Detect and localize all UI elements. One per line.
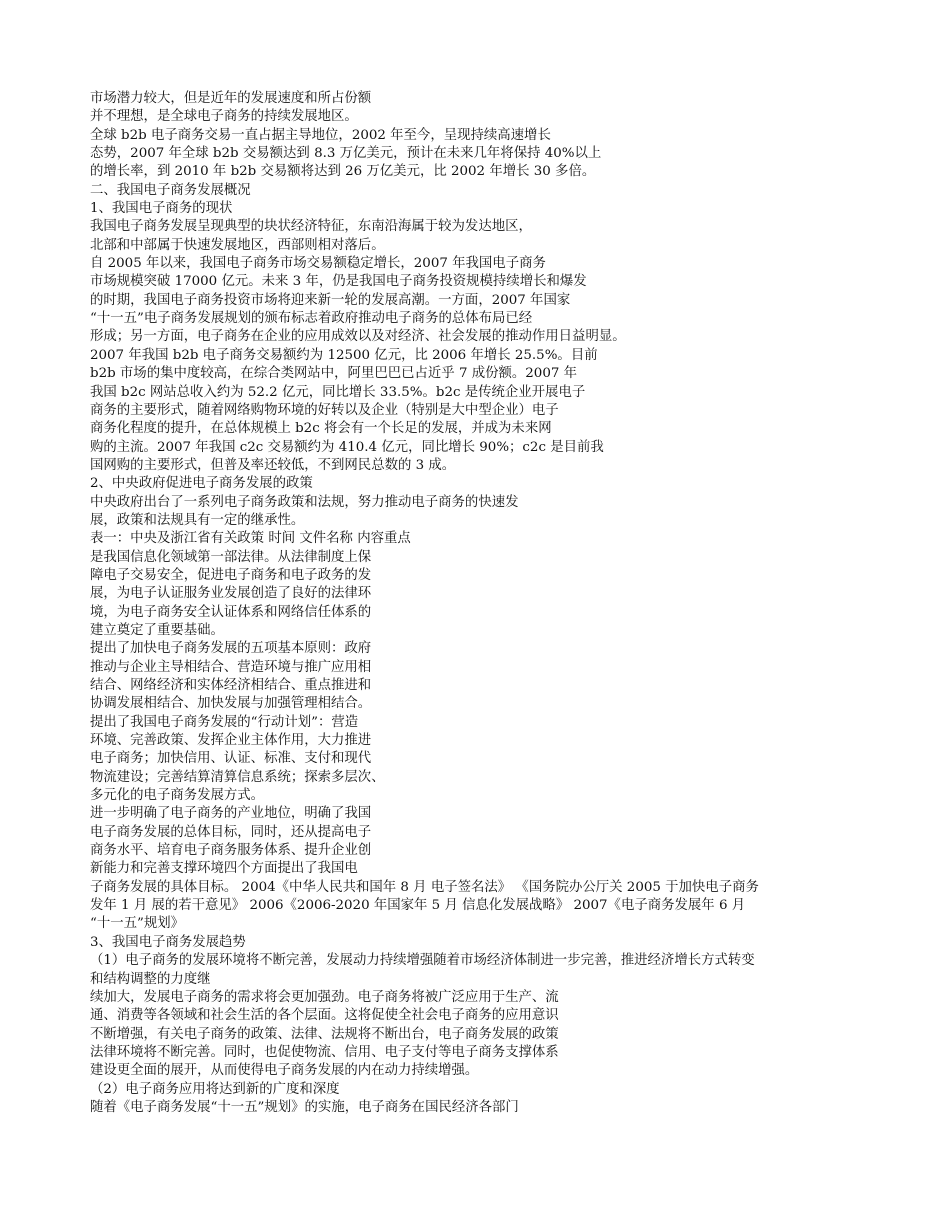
text-line: 物流建设；完善结算清算信息系统；探索多层次、: [90, 769, 385, 785]
text-line: 形成；另一方面，电子商务在企业的应用成效以及对经济、社会发展的推动作用日益明显。: [90, 329, 626, 345]
text-line: （1）电子商务的发展环境将不断完善，发展动力持续增强随着市场经济体制进一步完善，推进经济增长方式转变: [90, 953, 755, 969]
text-line: 子商务发展的具体目标。 2004《中华人民共和国年 8 月 电子签名法》 《国务院办公厅关 2005 于加快电子商务: [90, 879, 759, 895]
text-line: 自 2005 年以来，我国电子商务市场交易额稳定增长，2007 年我国电子商务: [90, 256, 546, 272]
text-line: 建立奠定了重要基础。: [90, 622, 224, 638]
text-line: “十一五”电子商务发展规划的颁布标志着政府推动电子商务的总体布局已经: [90, 311, 533, 327]
text-line: 的增长率，到 2010 年 b2b 交易额将达到 26 万亿美元，比 2002 年增长 30 多倍。: [90, 164, 596, 180]
text-line: 不断增强，有关电子商务的政策、法律、法规将不断出台，电子商务发展的政策: [90, 1026, 559, 1042]
text-line: 建设更全面的展开，从而使得电子商务发展的内在动力持续增强。: [90, 1063, 479, 1079]
text-line: 障电子交易安全，促进电子商务和电子政务的发: [90, 567, 372, 583]
text-line: 提出了加快电子商务发展的五项基本原则：政府: [90, 641, 372, 657]
text-line: 随着《电子商务发展“十一五”规划》的实施，电子商务在国民经济各部门: [90, 1099, 519, 1115]
text-line: 商务水平、培育电子商务服务体系、提升企业创: [90, 843, 372, 859]
text-line: 二、我国电子商务发展概况: [90, 182, 251, 198]
text-line: 购的主流。2007 年我国 c2c 交易额约为 410.4 亿元，同比增长 90%；c2c 是目前我: [90, 439, 604, 455]
text-line: 进一步明确了电子商务的产业地位，明确了我国: [90, 806, 372, 822]
text-line: 2、中央政府促进电子商务发展的政策: [90, 476, 313, 492]
text-line: 中央政府出台了一系列电子商务政策和法规，努力推动电子商务的快速发: [90, 494, 519, 510]
text-line: 推动与企业主导相结合、营造环境与推广应用相: [90, 659, 372, 675]
text-line: 商务化程度的提升，在总体规模上 b2c 将会有一个长足的发展，并成为未来网: [90, 421, 552, 437]
document-page: [90, 90, 870, 1117]
text-line: 发年 1 月 展的若干意见》 2006《2006-2020 年国家年 5 月 信息化发展战略》 2007《电子商务发展年 6 月: [90, 898, 746, 914]
text-line: 提出了我国电子商务发展的“行动计划”：营造: [90, 714, 359, 730]
text-line: （2）电子商务应用将达到新的广度和深度: [90, 1081, 340, 1097]
text-line: 表一：中央及浙江省有关政策 时间 文件名称 内容重点: [90, 531, 411, 547]
text-line: 我国 b2c 网站总收入约为 52.2 亿元，同比增长 33.5%。b2c 是传统企业开展电子: [90, 384, 586, 400]
text-line: 环境、完善政策、发挥企业主体作用，大力推进: [90, 733, 372, 749]
text-line: 结合、网络经济和实体经济相结合、重点推进和: [90, 678, 372, 693]
text-line: 市场规模突破 17000 亿元。未来 3 年，仍是我国电子商务投资规模持续增长和爆发: [90, 274, 587, 290]
text-line: 2007 年我国 b2b 电子商务交易额约为 12500 亿元，比 2006 年增长 25.5%。目前: [90, 347, 598, 363]
text-line: 电子商务发展的总体目标，同时，还从提高电子: [90, 824, 372, 840]
text-line: 商务的主要形式，随着网络购物环境的好转以及企业（特别是大中型企业）电子: [90, 402, 559, 418]
text-line: 北部和中部属于快速发展地区，西部则相对落后。: [90, 237, 385, 253]
text-line: 态势，2007 年全球 b2b 交易额达到 8.3 万亿美元，预计在未来几年将保持 40%以上: [90, 146, 602, 162]
text-line: 3、我国电子商务发展趋势: [90, 934, 246, 950]
text-line: 市场潜力较大，但是近年的发展速度和所占份额: [90, 91, 372, 106]
text-line: 多元化的电子商务发展方式。: [90, 788, 265, 804]
text-line: 法律环境将不断完善。同时，也促使物流、信用、电子支付等电子商务支撑体系: [90, 1044, 559, 1060]
text-line: 通、消费等各领域和社会生活的各个层面。这将促使全社会电子商务的应用意识: [90, 1008, 559, 1024]
text-line: “十一五”规划》: [90, 916, 185, 932]
text-line: 是我国信息化领域第一部法律。从法律制度上保: [90, 549, 372, 565]
text-line: 展，政策和法规具有一定的继承性。: [90, 512, 305, 528]
text-line: 境，为电子商务安全认证体系和网络信任体系的: [90, 604, 372, 620]
text-line: 并不理想，是全球电子商务的持续发展地区。: [90, 109, 358, 125]
text-line: 续加大，发展电子商务的需求将会更加强劲。电子商务将被广泛应用于生产、流: [90, 989, 559, 1005]
text-line: 新能力和完善支撑环境四个方面提出了我国电: [90, 861, 358, 877]
text-line: b2b 市场的集中度较高，在综合类网站中，阿里巴巴已占近乎 7 成份额。2007 年: [90, 366, 578, 382]
text-line: 协调发展相结合、加快发展与加强管理相结合。: [90, 696, 372, 712]
text-line: 的时期，我国电子商务投资市场将迎来新一轮的发展高潮。一方面，2007 年国家: [90, 292, 571, 308]
text-line: 和结构调整的力度继: [90, 971, 211, 987]
text-line: 全球 b2b 电子商务交易一直占据主导地位，2002 年至今，呈现持续高速增长: [90, 127, 551, 143]
text-line: 国网购的主要形式，但普及率还较低，不到网民总数的 3 成。: [90, 457, 456, 473]
text-line: 展，为电子认证服务业发展创造了良好的法律环: [90, 586, 372, 602]
text-line: 我国电子商务发展呈现典型的块状经济特征，东南沿海属于较为发达地区，: [90, 219, 532, 235]
text-line: 1、我国电子商务的现状: [90, 201, 233, 217]
text-line: 电子商务；加快信用、认证、标准、支付和现代: [90, 751, 372, 767]
